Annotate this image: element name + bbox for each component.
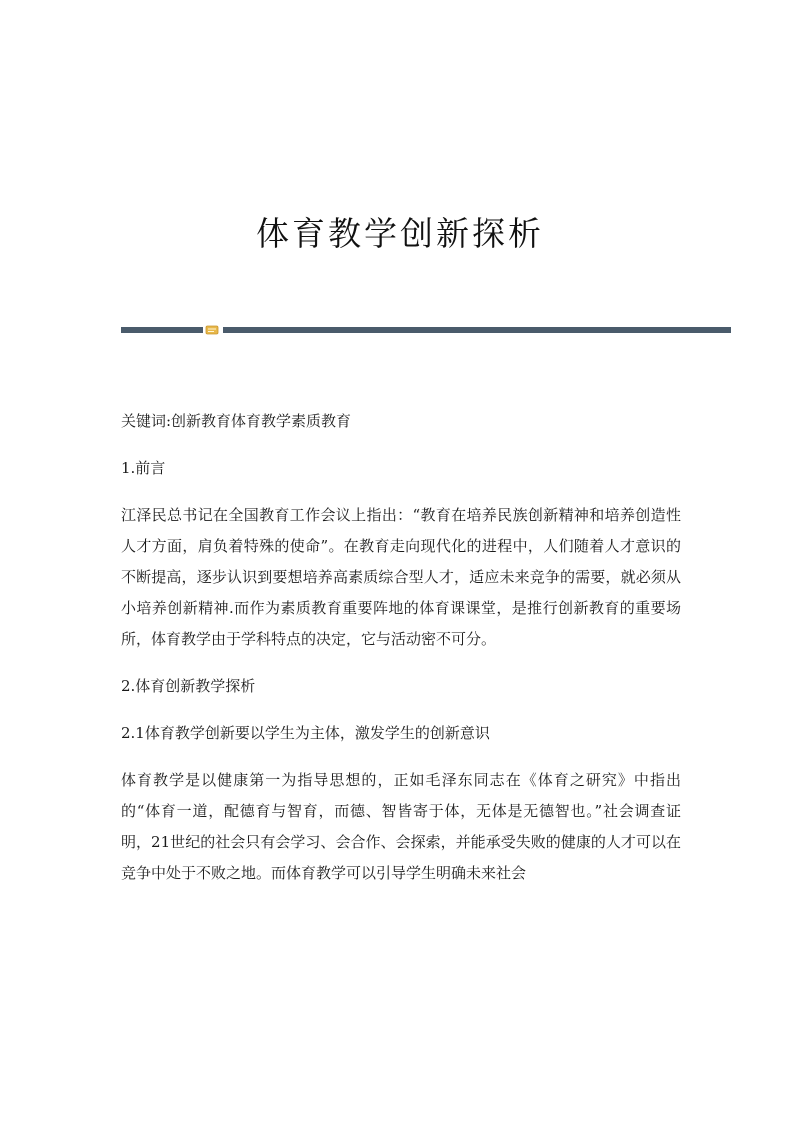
- pencil-ornament-icon: [205, 324, 219, 336]
- divider-bar-right: [223, 327, 731, 333]
- document-body: [121, 406, 681, 905]
- title-divider: [121, 324, 731, 336]
- section-heading-introduction: 1.前言: [121, 459, 166, 477]
- subsection-heading-student-centered: 2.1体育教学创新要以学生为主体，激发学生的创新意识: [121, 724, 490, 742]
- section-heading-analysis: 2.体育创新教学探析: [121, 677, 256, 695]
- document-title: 体育教学创新探析: [256, 214, 544, 254]
- paragraph-student-centered: 体育教学是以健康第一为指导思想的，正如毛泽东同志在《体育之研究》中指出的“体育一道，配德育与智育，而德、智皆寄于体，无体是无德智也。”社会调查证明，21世纪的社会只有会学习、会合作、会探索，并能承受失败的健康的人才可以在竞争中处于不败之地。而体育教学可以引导学生明确未来社会: [121, 771, 681, 882]
- paragraph-introduction: 江泽民总书记在全国教育工作会议上指出：“教育在培养民族创新精神和培养创造性人才方面，肩负着特殊的使命”。在教育走向现代化的进程中，人们随着人才意识的不断提高，逐步认识到要想培养高素质综合型人才，适应未来竞争的需要，就必须从小培养创新精神.而作为素质教育重要阵地的体育课课堂，是推行创新教育的重要场所，体育教学由于学科特点的决定，它与活动密不可分。: [121, 506, 681, 648]
- keywords-line: 关键词:创新教育体育教学素质教育: [121, 412, 352, 430]
- divider-bar-left: [121, 327, 203, 333]
